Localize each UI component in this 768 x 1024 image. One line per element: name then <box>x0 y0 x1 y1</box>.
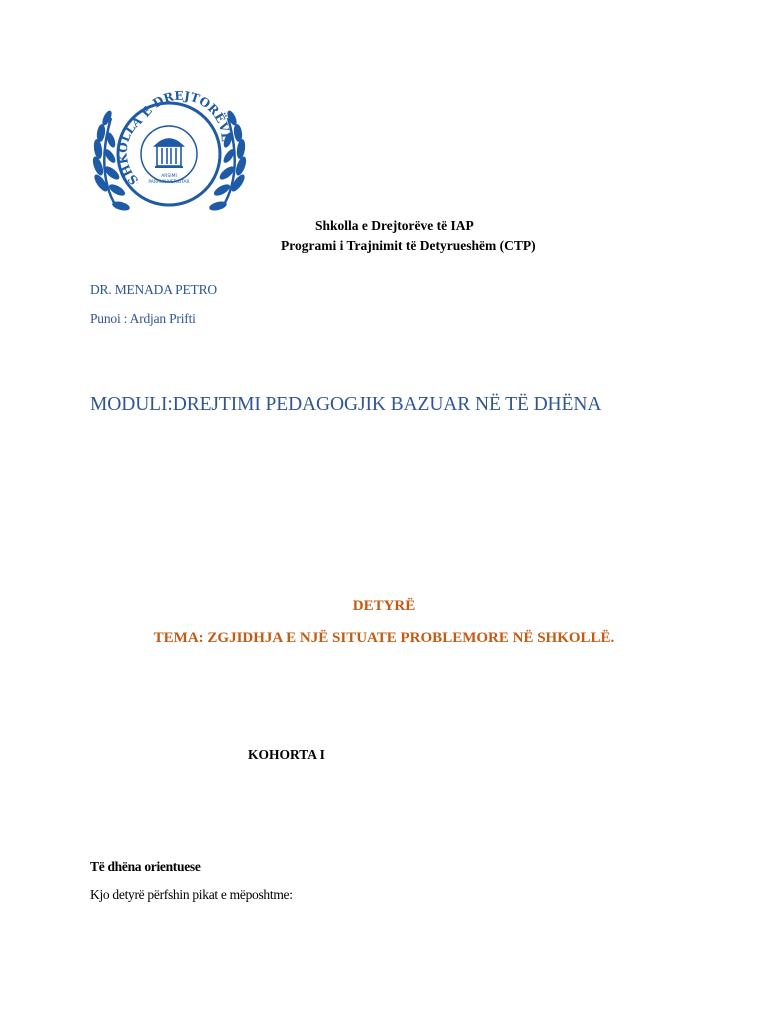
author-name: Punoi : Ardjan Prifti <box>90 311 196 326</box>
logo-motto-line2: PARAUNIVERSITAR <box>148 180 190 185</box>
assignment-heading: DETYRË <box>352 598 416 614</box>
logo-arc-top-text: E DREJTORËVE <box>138 88 233 143</box>
section-heading: Të dhëna orientuese <box>90 859 201 874</box>
program-name: Programi i Trajnimit të Detyrueshëm (CTP) <box>281 238 536 253</box>
building-emblem-icon <box>155 139 183 167</box>
svg-text:E DREJTORËVE <box>138 89 233 143</box>
logo-arc-left-text: SHKOLLA <box>115 113 145 188</box>
assignment-topic: TEMA: ZGJIDHJA E NJË SITUATE PROBLEMORE NË SHKOLLË. <box>153 630 615 646</box>
module-title: MODULI:DREJTIMI PEDAGOGJIK BAZUAR NË TË DHËNA <box>90 394 602 415</box>
logo-motto-line1: ARSIMI <box>161 174 177 179</box>
lecturer-name: DR. MENADA PETRO <box>90 282 217 297</box>
section-intro-text: Kjo detyrë përfshin pikat e mëposhtme: <box>90 887 293 902</box>
school-name: Shkolla e Drejtorëve të IAP <box>315 218 474 233</box>
cohort-label: KOHORTA I <box>248 747 325 762</box>
school-logo <box>87 88 252 228</box>
